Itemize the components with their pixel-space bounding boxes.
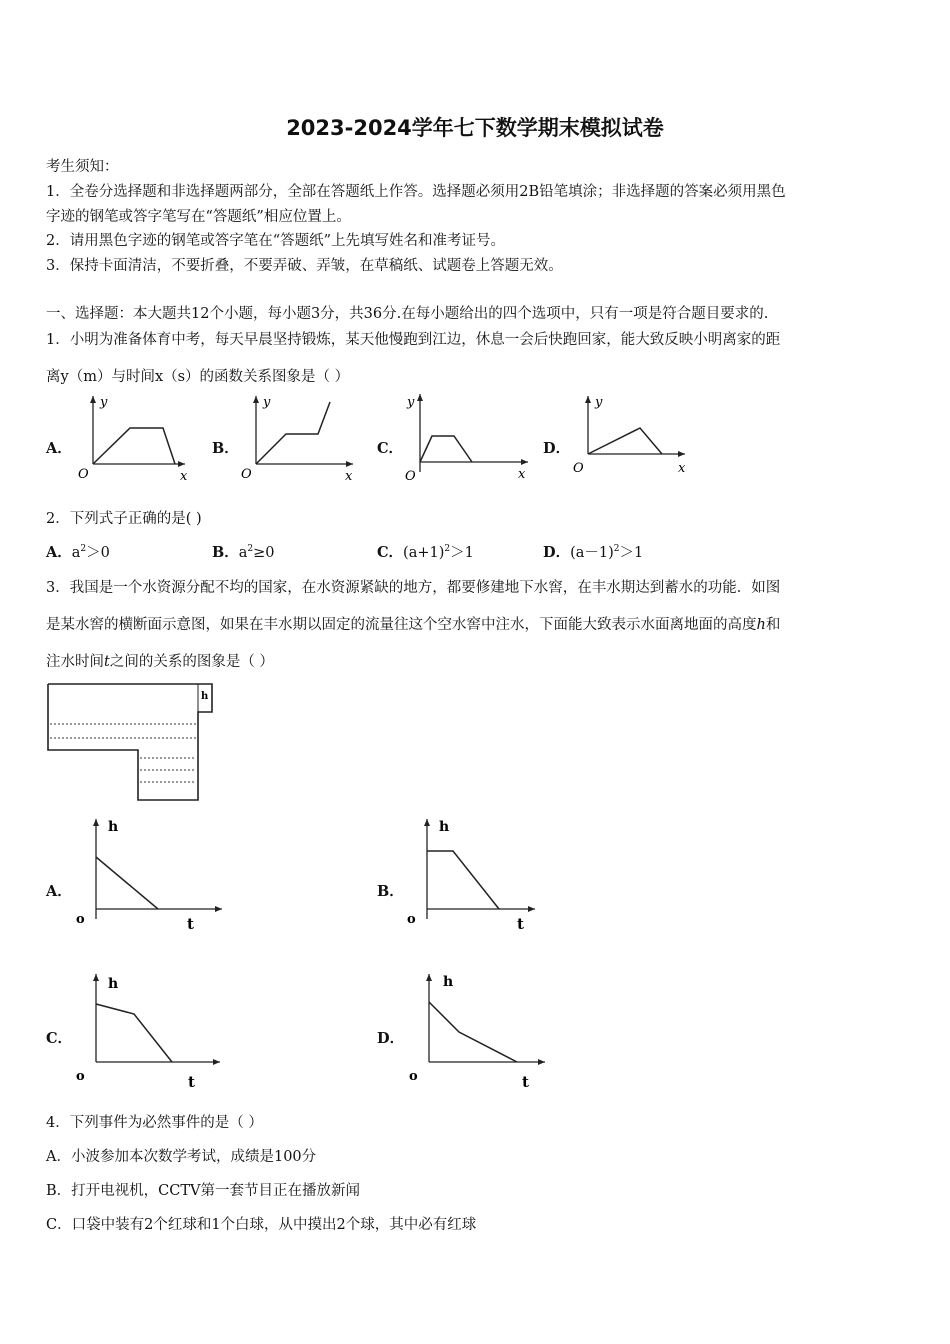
- q1-option-b-label[interactable]: B．: [212, 440, 239, 457]
- q1-option-c-graph[interactable]: [400, 390, 535, 485]
- t-axis-label: t: [187, 915, 194, 933]
- q3-option-c-graph[interactable]: [72, 970, 232, 1092]
- q4-option-c[interactable]: C．口袋中装有2个红球和1个白球，从中摸出2个球，其中必有红球: [46, 1217, 477, 1233]
- q3-stem-line2: 是某水窖的横断面示意图，如果在丰水期以固定的流量往这个空水窖中注水，下面能大致表示水面离地面的高度h和: [46, 617, 781, 633]
- origin-label: O: [573, 461, 584, 476]
- x-axis-label: x: [345, 469, 353, 484]
- q2-stem: 2．下列式子正确的是( ): [46, 511, 202, 527]
- section-heading: 一、选择题：本大题共12个小题，每小题3分，共36分.在每小题给出的四个选项中，只有一项是符合题目要求的.: [46, 306, 769, 322]
- q3-option-a-label[interactable]: A．: [46, 883, 72, 900]
- q3-option-b-graph[interactable]: [403, 815, 563, 935]
- q3-option-a-graph[interactable]: [72, 815, 232, 935]
- origin-label: o: [407, 912, 416, 927]
- x-axis-label: x: [180, 469, 188, 484]
- t-axis-label: t: [517, 915, 524, 933]
- origin-label: O: [78, 467, 89, 482]
- q4-option-b[interactable]: B．打开电视机，CCTV第一套节目正在播放新闻: [46, 1183, 360, 1199]
- q1-option-a-label[interactable]: A．: [46, 440, 72, 457]
- q1-stem-line2: 离y（m）与时间x（s）的函数关系图象是（ ）: [46, 369, 350, 385]
- diagram-h-label: h: [201, 691, 209, 702]
- origin-label: O: [405, 469, 416, 484]
- y-axis-label: y: [407, 395, 415, 410]
- y-axis-label: y: [595, 395, 603, 410]
- notice-heading: 考生须知：: [46, 159, 119, 175]
- h-axis-label: h: [439, 819, 450, 835]
- q3-option-d-graph[interactable]: [405, 970, 565, 1092]
- notice-item: 3．保持卡面清洁，不要折叠，不要弄破、弄皱，在草稿纸、试题卷上答题无效。: [46, 258, 563, 274]
- q2-option-d[interactable]: D．$(a-1)^2>1$: [543, 544, 644, 561]
- origin-label: O: [241, 467, 252, 482]
- q4-stem: 4．下列事件为必然事件的是（ ）: [46, 1115, 263, 1131]
- notice-item: 2．请用黑色字迹的钢笔或答字笔在“答题纸”上先填写姓名和准考证号。: [46, 233, 506, 249]
- q1-option-a-graph[interactable]: [75, 392, 195, 484]
- q3-stem-line1: 3．我国是一个水资源分配不均的国家，在水资源紧缺的地方，都要修建地下水窖，在丰水期达到蓄水的功能．如图: [46, 580, 781, 596]
- q3-option-b-label[interactable]: B．: [377, 883, 404, 900]
- x-axis-label: x: [678, 461, 686, 476]
- q3-stem-line3: 注水时间t之间的关系的图象是（ ）: [46, 654, 274, 670]
- h-axis-label: h: [108, 819, 119, 835]
- origin-label: o: [76, 912, 85, 927]
- q1-option-d-graph[interactable]: [570, 392, 690, 484]
- notice-item: 1．全卷分选择题和非选择题两部分，全部在答题纸上作答。选择题必须用2B铅笔填涂；非选择题的答案必须用黑色: [46, 184, 786, 200]
- q1-stem-line1: 1．小明为准备体育中考，每天早晨坚持锻炼，某天他慢跑到江边，休息一会后快跑回家，能大致反映小明离家的距: [46, 332, 781, 348]
- origin-label: o: [76, 1069, 85, 1084]
- q1-option-c-label[interactable]: C．: [377, 440, 404, 457]
- q2-option-b[interactable]: B．$a^2\ge 0$: [212, 544, 275, 561]
- page-title: 2023-2024学年七下数学期末模拟试卷: [286, 116, 664, 140]
- q3-option-d-label[interactable]: D．: [377, 1030, 405, 1047]
- y-axis-label: y: [263, 395, 271, 410]
- water-cellar-diagram: [46, 682, 216, 804]
- y-axis-label: y: [100, 395, 108, 410]
- q2-option-c[interactable]: C．$(a+1)^2>1$: [377, 544, 474, 561]
- h-axis-label: h: [108, 976, 119, 992]
- q3-option-c-label[interactable]: C．: [46, 1030, 73, 1047]
- t-axis-label: t: [522, 1073, 529, 1091]
- q2-option-a[interactable]: A．$a^2>0$: [46, 544, 110, 561]
- q1-option-b-graph[interactable]: [238, 392, 358, 484]
- q4-option-a[interactable]: A．小波参加本次数学考试，成绩是100分: [46, 1149, 317, 1165]
- notice-item: 字迹的钢笔或答字笔写在“答题纸”相应位置上。: [46, 209, 351, 225]
- h-axis-label: h: [443, 974, 454, 990]
- origin-label: o: [409, 1069, 418, 1084]
- t-axis-label: t: [188, 1073, 195, 1091]
- x-axis-label: x: [518, 467, 526, 482]
- q1-option-d-label[interactable]: D．: [543, 440, 571, 457]
